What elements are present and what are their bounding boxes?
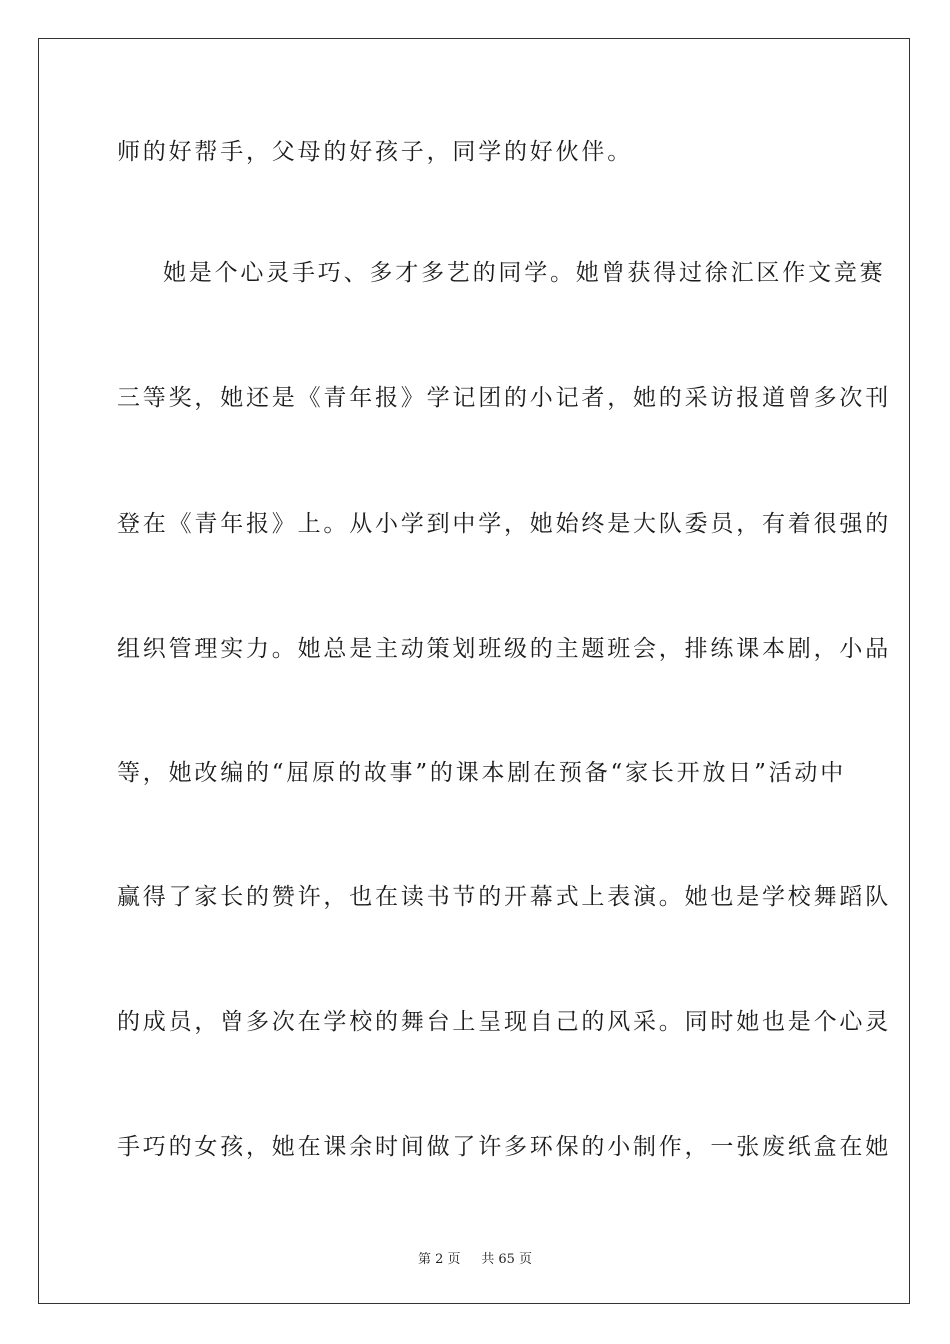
paragraph-line: 她是个心灵手巧、多才多艺的同学。她曾获得过徐汇区作文竞赛 [163,260,886,286]
page-footer [0,1248,950,1267]
paragraph-line: 的成员，曾多次在学校的舞台上呈现自己的风采。同时她也是个心灵 [117,1009,891,1035]
paragraph-line: 登在《青年报》上。从小学到中学，她始终是大队委员，有着很强的 [117,511,891,537]
paragraph-line: 手巧的女孩，她在课余时间做了许多环保的小制作，一张废纸盒在她 [117,1134,891,1160]
page-number: 第 2 页 [417,1252,461,1267]
page-total: 共 65 页 [481,1252,533,1267]
paragraph-line: 组织管理实力。她总是主动策划班级的主题班会，排练课本剧，小品 [117,636,891,662]
page-border [38,38,910,1304]
paragraph-line: 三等奖，她还是《青年报》学记团的小记者，她的采访报道曾多次刊 [117,385,891,411]
paragraph-line: 等，她改编的“屈原的故事”的课本剧在预备“家长开放日”活动中 [117,760,847,786]
paragraph-line: 师的好帮手，父母的好孩子，同学的好伙伴。 [117,139,633,165]
paragraph-line: 赢得了家长的赞许，也在读书节的开幕式上表演。她也是学校舞蹈队 [117,884,891,910]
